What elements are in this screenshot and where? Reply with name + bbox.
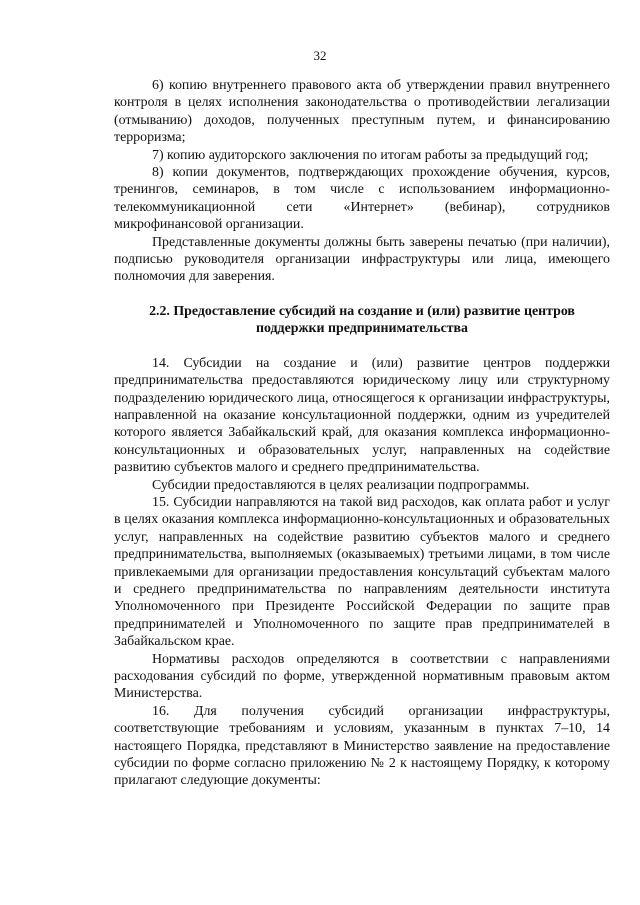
- document-body: [114, 77, 610, 790]
- paragraph-item-7: 7) копию аудиторского заключения по итогам работы за предыдущий год;: [152, 147, 589, 163]
- page-number: 32: [313, 48, 327, 63]
- paragraph-clause-16: 16. Для получения субсидий организации инфраструктуры, соответствующие требованиям и условиям, указанным в пунктах 7–10, 14 настоящего Порядка, представляют в Министерство заявление на предоставление субсидии по форме согласно приложению № 2 к настоящему Порядку, к которому прилагают следующие документы:: [114, 703, 610, 789]
- paragraph-item-8: 8) копии документов, подтверждающих прохождение обучения, курсов, тренингов, семинаров, в том числе с использованием информационно-телекоммуникационной сети «Интернет» (вебинар), сотрудников микрофинансовой организации.: [114, 165, 610, 233]
- paragraph-purpose: Субсидии предоставляются в целях реализации подпрограммы.: [152, 477, 530, 493]
- spacer: [114, 338, 610, 355]
- paragraph-clause-15: 15. Субсидии направляются на такой вид расходов, как оплата работ и услуг в целях оказания комплекса информационно-консультационных и образовательных услуг, направленных на содействие развитию субъектов малого и среднего предпринимательства, выполняемых (оказываемых) третьими лицами, в том числе привлекаемыми для организации предоставления консультаций субъектам малого и среднего предпринимательства по направлениям деятельности института Уполномоченного при Президенте Российской Федерации по защите прав предпринимателей и Уполномоченного по защите прав предпринимателей в Забайкальском крае.: [114, 494, 610, 650]
- paragraph-certification: Представленные документы должны быть заверены печатью (при наличии), подписью руководителя организации инфраструктуры или лица, имеющего полномочия для заверения.: [114, 234, 610, 285]
- paragraph-item-6: 6) копию внутреннего правового акта об утверждении правил внутреннего контроля в целях исполнения законодательства о противодействии легализации (отмыванию) доходов, полученных преступным путем, и финансированию терроризма;: [114, 78, 610, 146]
- section-heading: 2.2. Предоставление субсидий на создание и (или) развитие центров поддержки предпринимательства: [149, 303, 575, 337]
- paragraph-clause-14: 14. Субсидии на создание и (или) развитие центров поддержки предпринимательства предоставляются юридическому лицу или структурному подразделению юридического лица, относящегося к организации инфраструктуры, направленной на оказание консультационной поддержки, одним из учредителей которого является Забайкальский край, для оказания комплекса информационно-консультационных и образовательных услуг, направленных на содействие развитию субъектов малого и среднего предпринимательства.: [114, 355, 610, 476]
- paragraph-norms: Нормативы расходов определяются в соответствии с направлениями расходования субсидий по форме, утвержденной нормативным правовым актом Министерства.: [114, 651, 610, 702]
- spacer: [114, 286, 610, 303]
